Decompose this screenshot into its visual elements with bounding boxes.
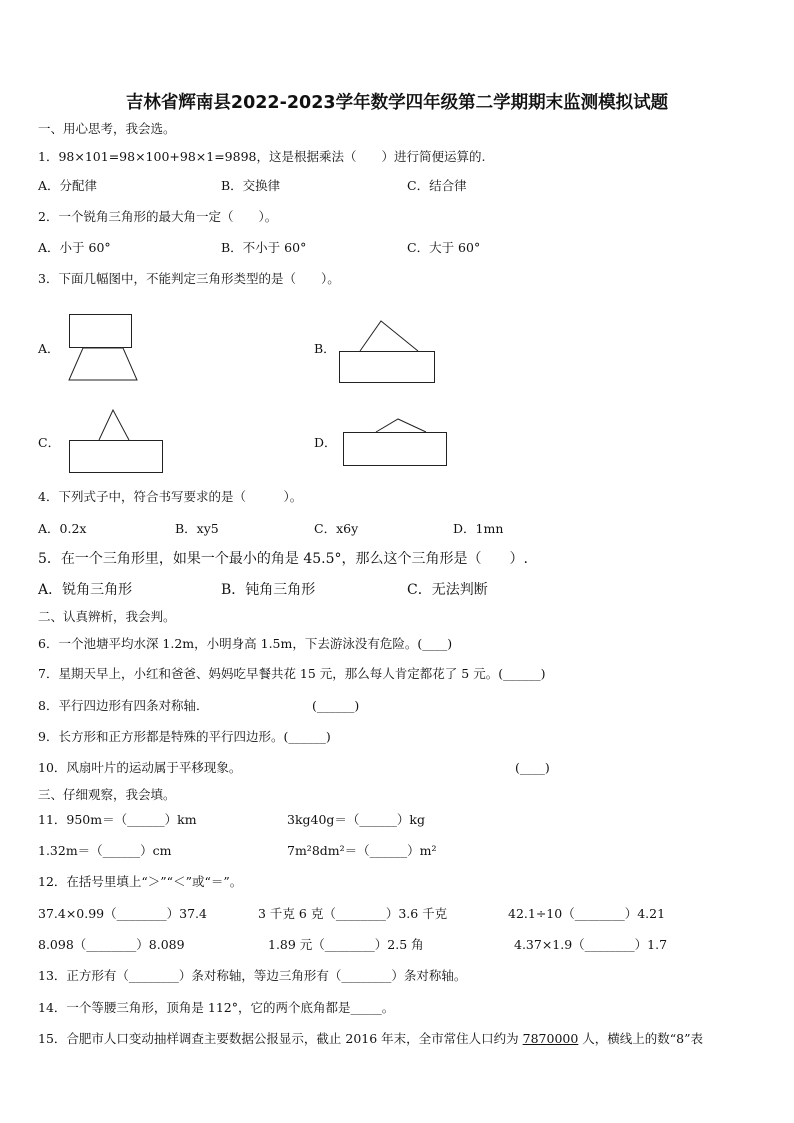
q2-option-c: C．大于 60° xyxy=(407,240,481,255)
q4-option-d: D．1mn xyxy=(453,521,504,536)
question-2: 2．一个锐角三角形的最大角一定（ ）。 xyxy=(38,209,278,224)
q8-answer-blank: (______) xyxy=(312,698,360,713)
question-1: 1．98×101=98×100+98×1=9898，这是根据乘法（ ）进行简便运算的. xyxy=(38,149,486,164)
q3-label-b: B． xyxy=(314,341,336,356)
q4-option-c: C．x6y xyxy=(314,521,359,536)
q3-figure-c xyxy=(66,406,170,476)
q3-figure-d xyxy=(340,412,452,472)
q12-item-5: 1.89 元（________）2.5 角 xyxy=(268,937,424,952)
question-5: 5．在一个三角形里，如果一个最小的角是 45.5°，那么这个三角形是（ ）. xyxy=(38,551,528,567)
section-3-heading: 三、仔细观察，我会填。 xyxy=(38,787,176,802)
q2-option-b: B．不小于 60° xyxy=(221,240,307,255)
page-title: 吉林省辉南县2022-2023学年数学四年级第二学期期末监测模拟试题 xyxy=(125,93,669,113)
q15-text-start: 15．合肥市人口变动抽样调查主要数据公报显示，截止 2016 年末，全市常住人口约为 xyxy=(38,1031,523,1046)
q11-item-2: 3kg40g＝（______）kg xyxy=(287,812,426,827)
q3-label-d: D． xyxy=(314,435,337,450)
section-2-heading: 二、认真辨析，我会判。 xyxy=(38,609,176,624)
question-9: 9．长方形和正方形都是特殊的平行四边形。(______) xyxy=(38,729,331,744)
question-4: 4．下列式子中，符合书写要求的是（ ）。 xyxy=(38,489,303,504)
q15-text-end: 人，横线上的数“8”表 xyxy=(578,1031,704,1046)
question-15 xyxy=(38,1031,703,1047)
question-14: 14．一个等腰三角形，顶角是 112°，它的两个底角都是_____。 xyxy=(38,1000,395,1015)
q11-item-4: 7m²8dm²＝（______）m² xyxy=(287,843,437,858)
q11-item-1: 11．950m＝（______）km xyxy=(38,812,197,827)
question-13: 13．正方形有（________）条对称轴，等边三角形有（________）条对称轴。 xyxy=(38,968,467,983)
q12-item-2: 3 千克 6 克（________）3.6 千克 xyxy=(258,906,448,921)
q12-item-1: 37.4×0.99（________）37.4 xyxy=(38,906,207,921)
question-7: 7．星期天早上，小红和爸爸、妈妈吃早餐共花 15 元，那么每人肯定都花了 5 元。(______) xyxy=(38,666,546,681)
q12-item-6: 4.37×1.9（________）1.7 xyxy=(514,937,668,952)
question-12: 12．在括号里填上“＞”“＜”或“＝”。 xyxy=(38,874,243,889)
question-6: 6．一个池塘平均水深 1.2m，小明身高 1.5m，下去游泳没有危险。(____) xyxy=(38,636,453,651)
q11-item-3: 1.32m＝（______）cm xyxy=(38,843,172,858)
question-10: 10．风扇叶片的运动属于平移现象。 xyxy=(38,760,242,775)
q10-answer-blank: (____) xyxy=(515,760,550,775)
q12-item-4: 8.098（________）8.089 xyxy=(38,937,185,952)
q2-option-a: A．小于 60° xyxy=(38,240,111,255)
q15-underlined-number: 7870000 xyxy=(522,1031,579,1046)
q5-option-c: C．无法判断 xyxy=(407,582,488,598)
q4-option-b: B．xy5 xyxy=(175,521,219,536)
question-8: 8．平行四边形有四条对称轴． xyxy=(38,698,209,713)
q12-item-3: 42.1÷10（________）4.21 xyxy=(508,906,666,921)
q3-label-c: C． xyxy=(38,435,61,450)
q1-option-b: B．交换律 xyxy=(221,178,281,193)
q1-option-c: C．结合律 xyxy=(407,178,467,193)
q3-figure-a xyxy=(66,312,146,384)
q5-option-b: B．钝角三角形 xyxy=(221,582,316,598)
q3-label-a: A． xyxy=(38,341,60,356)
section-1-heading: 一、用心思考，我会选。 xyxy=(38,121,176,136)
question-3: 3．下面几幅图中，不能判定三角形类型的是（ ）。 xyxy=(38,271,340,286)
q4-option-a: A．0.2x xyxy=(38,521,87,536)
q5-option-a: A．锐角三角形 xyxy=(38,582,133,598)
q1-option-a: A．分配律 xyxy=(38,178,98,193)
q3-figure-b xyxy=(336,316,440,386)
